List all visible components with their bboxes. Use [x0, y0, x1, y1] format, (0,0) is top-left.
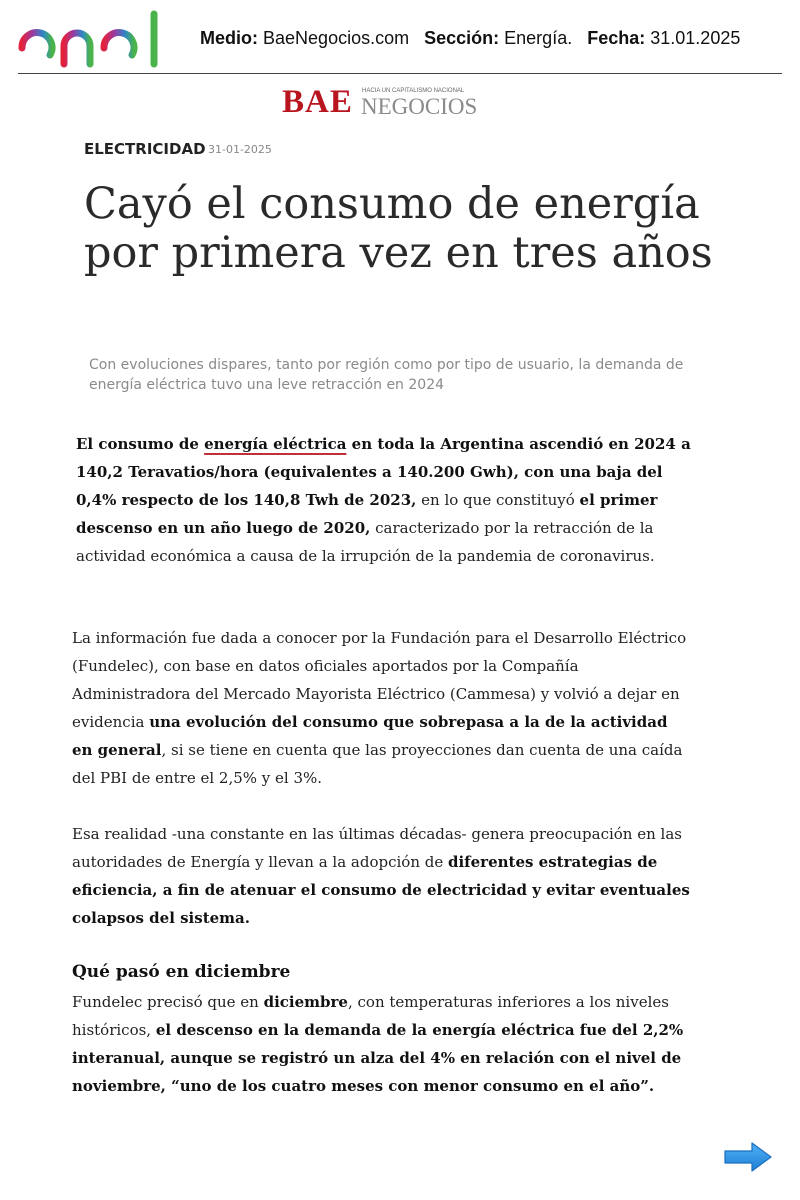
p1-emphasis: el primer descenso en un año luego de 2020,: [76, 491, 658, 537]
article-paragraph-1: El consumo de energía eléctrica en toda la Argentina ascendió en 2024 a 140,2 Teravatios/hora (equivalentes a 140.200 Gwh), con una baja del 0,4% respecto de los 140,8 Twh de 2023, en lo que constituyó el primer descenso en un año luego de 2020, caracterizado por la retracción de la actividad económica a causa de la irrupción de la pandemia de coronavirus.: [76, 435, 691, 565]
seccion-label: Sección:: [424, 28, 500, 48]
p4-month: diciembre: [263, 993, 348, 1011]
subheading-diciembre: Qué pasó en diciembre: [72, 962, 291, 982]
article-paragraph-3: Esa realidad -una constante en las últimas décadas- genera preocupación en las autoridades de Energía y llevan a la adopción de diferentes estrategias de eficiencia, a fin de atenuar el consumo de electricidad y evitar eventuales colapsos del sistema.: [72, 825, 690, 927]
article-paragraph-4: Fundelec precisó que en diciembre, con temperaturas inferiores a los niveles históricos, el descenso en la demanda de la energía eléctrica fue del 2,2% interanual, aunque se registró un alza del 4% en relación con el nivel de noviembre, “uno de los cuatro meses con menor consumo en el año”.: [72, 993, 684, 1095]
header-divider: [18, 73, 782, 74]
masthead-tagline: HACIA UN CAPITALISMO NACIONAL: [362, 88, 465, 94]
energia-electrica-link[interactable]: energía eléctrica: [204, 435, 347, 453]
medio-value: BaeNegocios.com: [263, 28, 410, 48]
p1-lead: El consumo de energía eléctrica en toda la Argentina ascendió en 2024 a 140,2 Teravatios/hora (equivalentes a 140.200 Gwh), con una baja del 0,4% respecto de los 140,8 Twh de 2023,: [76, 435, 691, 509]
masthead-bae: BAE: [282, 84, 353, 120]
p4-emphasis: el descenso en la demanda de la energía eléctrica fue del 2,2% interanual, aunque se registró un alza del 4% en relación con el nivel de noviembre, “uno de los cuatro meses con menor consumo en el año”.: [72, 1021, 684, 1095]
fecha-label: Fecha:: [587, 28, 646, 48]
enel-logo: [16, 8, 176, 70]
p3-emphasis: diferentes estrategias de eficiencia, a fin de atenuar el consumo de electricidad y evitar eventuales colapsos del sistema.: [72, 853, 690, 927]
article-subtitle: Con evoluciones dispares, tanto por región como por tipo de usuario, la demanda de energía eléctrica tuvo una leve retracción en 2024: [89, 357, 684, 393]
arrow-right-icon[interactable]: [722, 1140, 774, 1174]
press-clipping-meta: [200, 28, 740, 49]
article-section[interactable]: ELECTRICIDAD: [84, 140, 206, 158]
medio-label: Medio:: [200, 28, 258, 48]
seccion-value: Energía.: [504, 28, 573, 48]
article-paragraph-2: La información fue dada a conocer por la Fundación para el Desarrollo Eléctrico (Fundelec), con base en datos oficiales aportados por la Compañía Administradora del Mercado Mayorista Eléctrico (Cammesa) y volvió a dejar en evidencia una evolución del consumo que sobrepasa a la de la actividad en general, si se tiene en cuenta que las proyecciones dan cuenta de una caída del PBI de entre el 2,5% y el 3%.: [72, 629, 687, 787]
article-date: 31-01-2025: [208, 143, 272, 156]
fecha-value: 31.01.2025: [650, 28, 741, 48]
masthead-negocios: NEGOCIOS: [361, 94, 478, 119]
p2-emphasis: una evolución del consumo que sobrepasa a la de la actividad en general: [72, 713, 668, 759]
article-title: Cayó el consumo de energía por primera vez en tres años: [84, 179, 713, 278]
